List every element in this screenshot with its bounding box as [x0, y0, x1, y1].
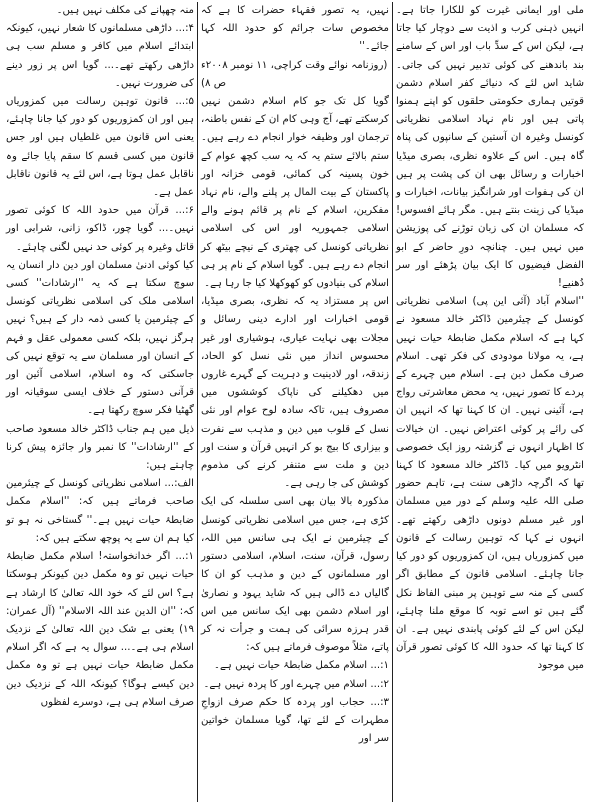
citation: (روزنامہ نوائے وقت کراچی، ۱۱ نومبر ۲۰۰۸ء ص ۸): [201, 59, 388, 89]
paragraph: ملی اور ایمانی غیرت کو للکارا جاتا ہے۔ انہیں ذہنی کرب و اذیت سے دوچار کیا جاتا ہے، لیکن اس کے سدِّ باب اور اس کے سامنے بند باندھنے کی کوئی تدبیر نہیں کی جاتی۔ شاید اس لئے کہ دنیائے کفر اسلام دشمن قوتیں ہماری حکومتی حلقوں کو اپنے ہمنوا پاتی ہیں اور نام نہاد اسلامی نظریاتی کونسل وغیرہ ان آستین کے سانپوں کی پناہ گاہ ہیں۔ اس کے علاوہ نظری، بصری میڈیا اخبارات و رسائل بھی ان کی پشت پر ہیں ان کی ہفوات اور شرانگیز بیانات، اخبارات و میڈیا کی زینت بنتے ہیں۔ مگر ہائے افسوس! کہ مسلمان ان کی زبان توڑنے کی پوزیشن میں نہیں ہیں۔ چنانچہ دورِ حاضر کے ابو الفضل فیضیوں کا ایک بیان پڑھئے اور سر دُھنیے!: [396, 5, 584, 290]
column-left: [3, 2, 197, 802]
column-middle: [198, 2, 392, 802]
paragraph: ذیل میں ہم جناب ڈاکٹر خالد مسعود صاحب کے ''ارشادات'' کا نمبر وار جائزہ پیش کرنا چاہتے ہیں:: [6, 423, 194, 472]
paragraph: گویا کل تک جو کام اسلام دشمن نہیں کرسکتے تھے، آج وہی کام ان کے نفس باطنہ، ترجمان اور وظیفہ خوار انجام دے رہے ہیں۔ ستم بالائے ستم یہ کہ یہ سب کچھ عوام کے خون پسینہ کی کمائی، قومی خزانہ اور پاکستان کے بیت المال پر پلنے والے، نام نہاد مفکرین، اسلام کے نام پر قائم ہونے والے اسلامی جمہوریہ اور اس کی اسلامی نظریاتی کونسل کی چھتری کے نیچے بیٹھ کر انجام دے رہے ہیں۔ گویا اسلام کے نام پر ہی اسلام کی بنیادوں کو کھوکھلا کیا جا رہا ہے۔: [201, 96, 389, 290]
paragraph: کیا کوئی ادنیٰ مسلمان اور دین دار انسان یہ سوچ سکتا ہے کہ یہ ''ارشادات'' کسی اسلامی ملک کی اسلامی نظریاتی کونسل کے چیئرمین یا کسی ذمہ دار کے ہیں؟ نہیں ہرگز نہیں، بلکہ کسی معمولی عقل و فہم کے انسان اور مسلمان سے یہ توقع نہیں کی جاسکتی کہ وہ اسلام، اسلامی آئین اور قرآنی دستور کے خلاف ایسی سوقیانہ اور گھٹیا فکر سوچ رکھتا ہے۔: [6, 259, 194, 417]
paragraph: منہ چھپانے کی مکلف نہیں ہیں۔: [56, 5, 194, 16]
column-divider: [197, 2, 198, 802]
list-item: ۴:... داڑھی مسلمانوں کا شعار نہیں، کیونکہ ابتدائے اسلام میں کافر و مسلم سب ہی داڑھی رکھتے تھے۔... گویا اس پر زور دینے کی ضرورت نہیں۔: [6, 23, 194, 89]
list-item: ۵:... قانون توہین رسالت میں کمزوریاں ہیں اور ان کمزوریوں کو دور کیا جانا چاہئے، یعنی اس قانون میں غلطیاں ہیں اور جس قانون میں کسی قسم کا سقم پایا جائے وہ ناقابل عمل ہوتا ہے، اس لئے یہ قانون ناقابل عمل ہے۔: [6, 96, 194, 199]
list-item: ۶:... قرآن میں حدود اللہ کا کوئی تصور نہیں۔... گویا چور، ڈاکو، زانی، شرابی اور قاتل وغیرہ پر کوئی حد نہیں لگنی چاہئے۔: [6, 205, 194, 253]
paragraph: ''اسلام آباد (آئی این پی) اسلامی نظریاتی کونسل کے چیئرمین ڈاکٹر خالد مسعود نے کہا ہے کہ اسلام مکمل ضابطۂ حیات نہیں ہے، یہ مولانا مودودی کی فکر تھی۔ اسلام صرف مکمل دین ہے۔ اسلام میں چہرے کے پردے کا تصور نہیں، یہ محض معاشرتی رواج ہے، آئینی نہیں۔ ان کا کہنا تھا کہ انہیں ان کی رائے پر کوئی اعتراض نہیں۔ ان خیالات کا اظہار انہوں نے گزشتہ روز ایک خصوصی انٹرویو میں کیا۔ ڈاکٹر خالد مسعود کا کہنا تھا کہ اگرچہ داڑھی سنت ہے، تاہم حضور صلی اللہ علیہ وسلم کے دور میں مسلمان اور غیر مسلم دونوں داڑھی رکھتے تھے۔ انہوں نے کہا کہ توہین رسالت کے قانون میں کمزوریاں ہیں، ان کمزوریوں کو دور کیا جانا چاہئے۔ اسلامی قانون کے مطابق اگر کسی کے منہ سے توہین پر مبنی الفاظ نکل گئے ہیں تو اسے توبہ کا موقع ملنا چاہئے، لیکن اس کے لئے کوئی پابندی نہیں ہے۔ ان کا کہنا تھا کہ حدود اللہ کا کوئی تصور قرآن میں موجود: [396, 296, 584, 672]
paragraph: نہیں، یہ تصور فقہاء حضرات کا ہے کہ مخصوص سات جرائم کو حدود اللہ کہا جائے۔'': [201, 5, 389, 53]
column-divider: [392, 2, 393, 802]
paragraph: الف:... اسلامی نظریاتی کونسل کے چیئرمین صاحب فرماتے ہیں کہ: ''اسلام مکمل ضابطۂ حیات نہیں ہے۔'' گستاخی نہ ہو تو کیا ہم ان سے یہ پوچھ سکتے ہیں کہ:: [6, 478, 194, 544]
list-item: ۱:... اسلام مکمل ضابطۂ حیات نہیں ہے۔: [213, 660, 389, 672]
column-right: [393, 2, 587, 802]
list-item: ۳:... حجاب اور پردہ کا حکم صرف ازواجِ مطہرات کے لئے تھا، گویا مسلمان خواتین سر اور: [201, 696, 389, 745]
paragraph: مذکورہ بالا بیان بھی اسی سلسلہ کی ایک کڑی ہے، جس میں اسلامی نظریاتی کونسل کے چیئرمین نے ایک ہی سانس میں اللہ، رسول، قرآن، سنت، اسلام، اسلامی دستور اور مسلمانوں کے دین و مذہب کو ان کا گالیاں دے ڈالی ہیں کہ شاید یہود و نصاریٰ اور اسلام دشمن بھی ایک سانس میں اس قدر ہرزہ سرائی کی ہمت و جرأت نہ کر پاتے، مثلاً موصوف فرماتے ہیں کہ:: [201, 496, 389, 654]
paragraph: ۱:... اگر خدانخواستہ! اسلام مکمل ضابطۂ حیات نہیں تو وہ مکمل دین کیونکر ہوسکتا ہے؟ اس لئے کہ خود اللہ تعالیٰ کا ارشاد ہے کہ: ''ان الدین عند اللہ الاسلام'' (آل عمران: ۱۹) یعنی بے شک دین اللہ تعالیٰ کے نزدیک اسلام ہی ہے۔... سوال یہ ہے کہ اگر اسلام مکمل ضابطۂ حیات نہیں ہے تو وہ مکمل دین کیسے ہوگا؟ کیونکہ اللہ کے نزدیک دین صرف اسلام ہی ہے، دوسرے لفظوں: [6, 551, 194, 708]
paragraph: اس پر مستزاد یہ کہ نظری، بصری میڈیا، قومی اخبارات اور ادارے دینی رسائل و مجلات بھی نہایت عیاری، ہوشیاری اور غیر محسوس انداز میں نئی نسل کو الحاد، زندقہ، اور لادینیت و دہریت کے گہرے غاروں میں دھکیلنے کی ناپاک کوششوں میں مصروف ہیں، تاکہ سادہ لوح عوام اور نئی نسل کے قلوب میں دین و مذہب سے نفرت و بیزاری کا بیج بو کر انہیں قرآن و سنت اور دین و ملت سے متنفر کرنے کی مذموم کوشش کی جا رہی ہے۔: [201, 296, 389, 490]
list-item: ۲:... اسلام میں چہرے اور کا پردہ نہیں ہے۔: [203, 678, 389, 690]
